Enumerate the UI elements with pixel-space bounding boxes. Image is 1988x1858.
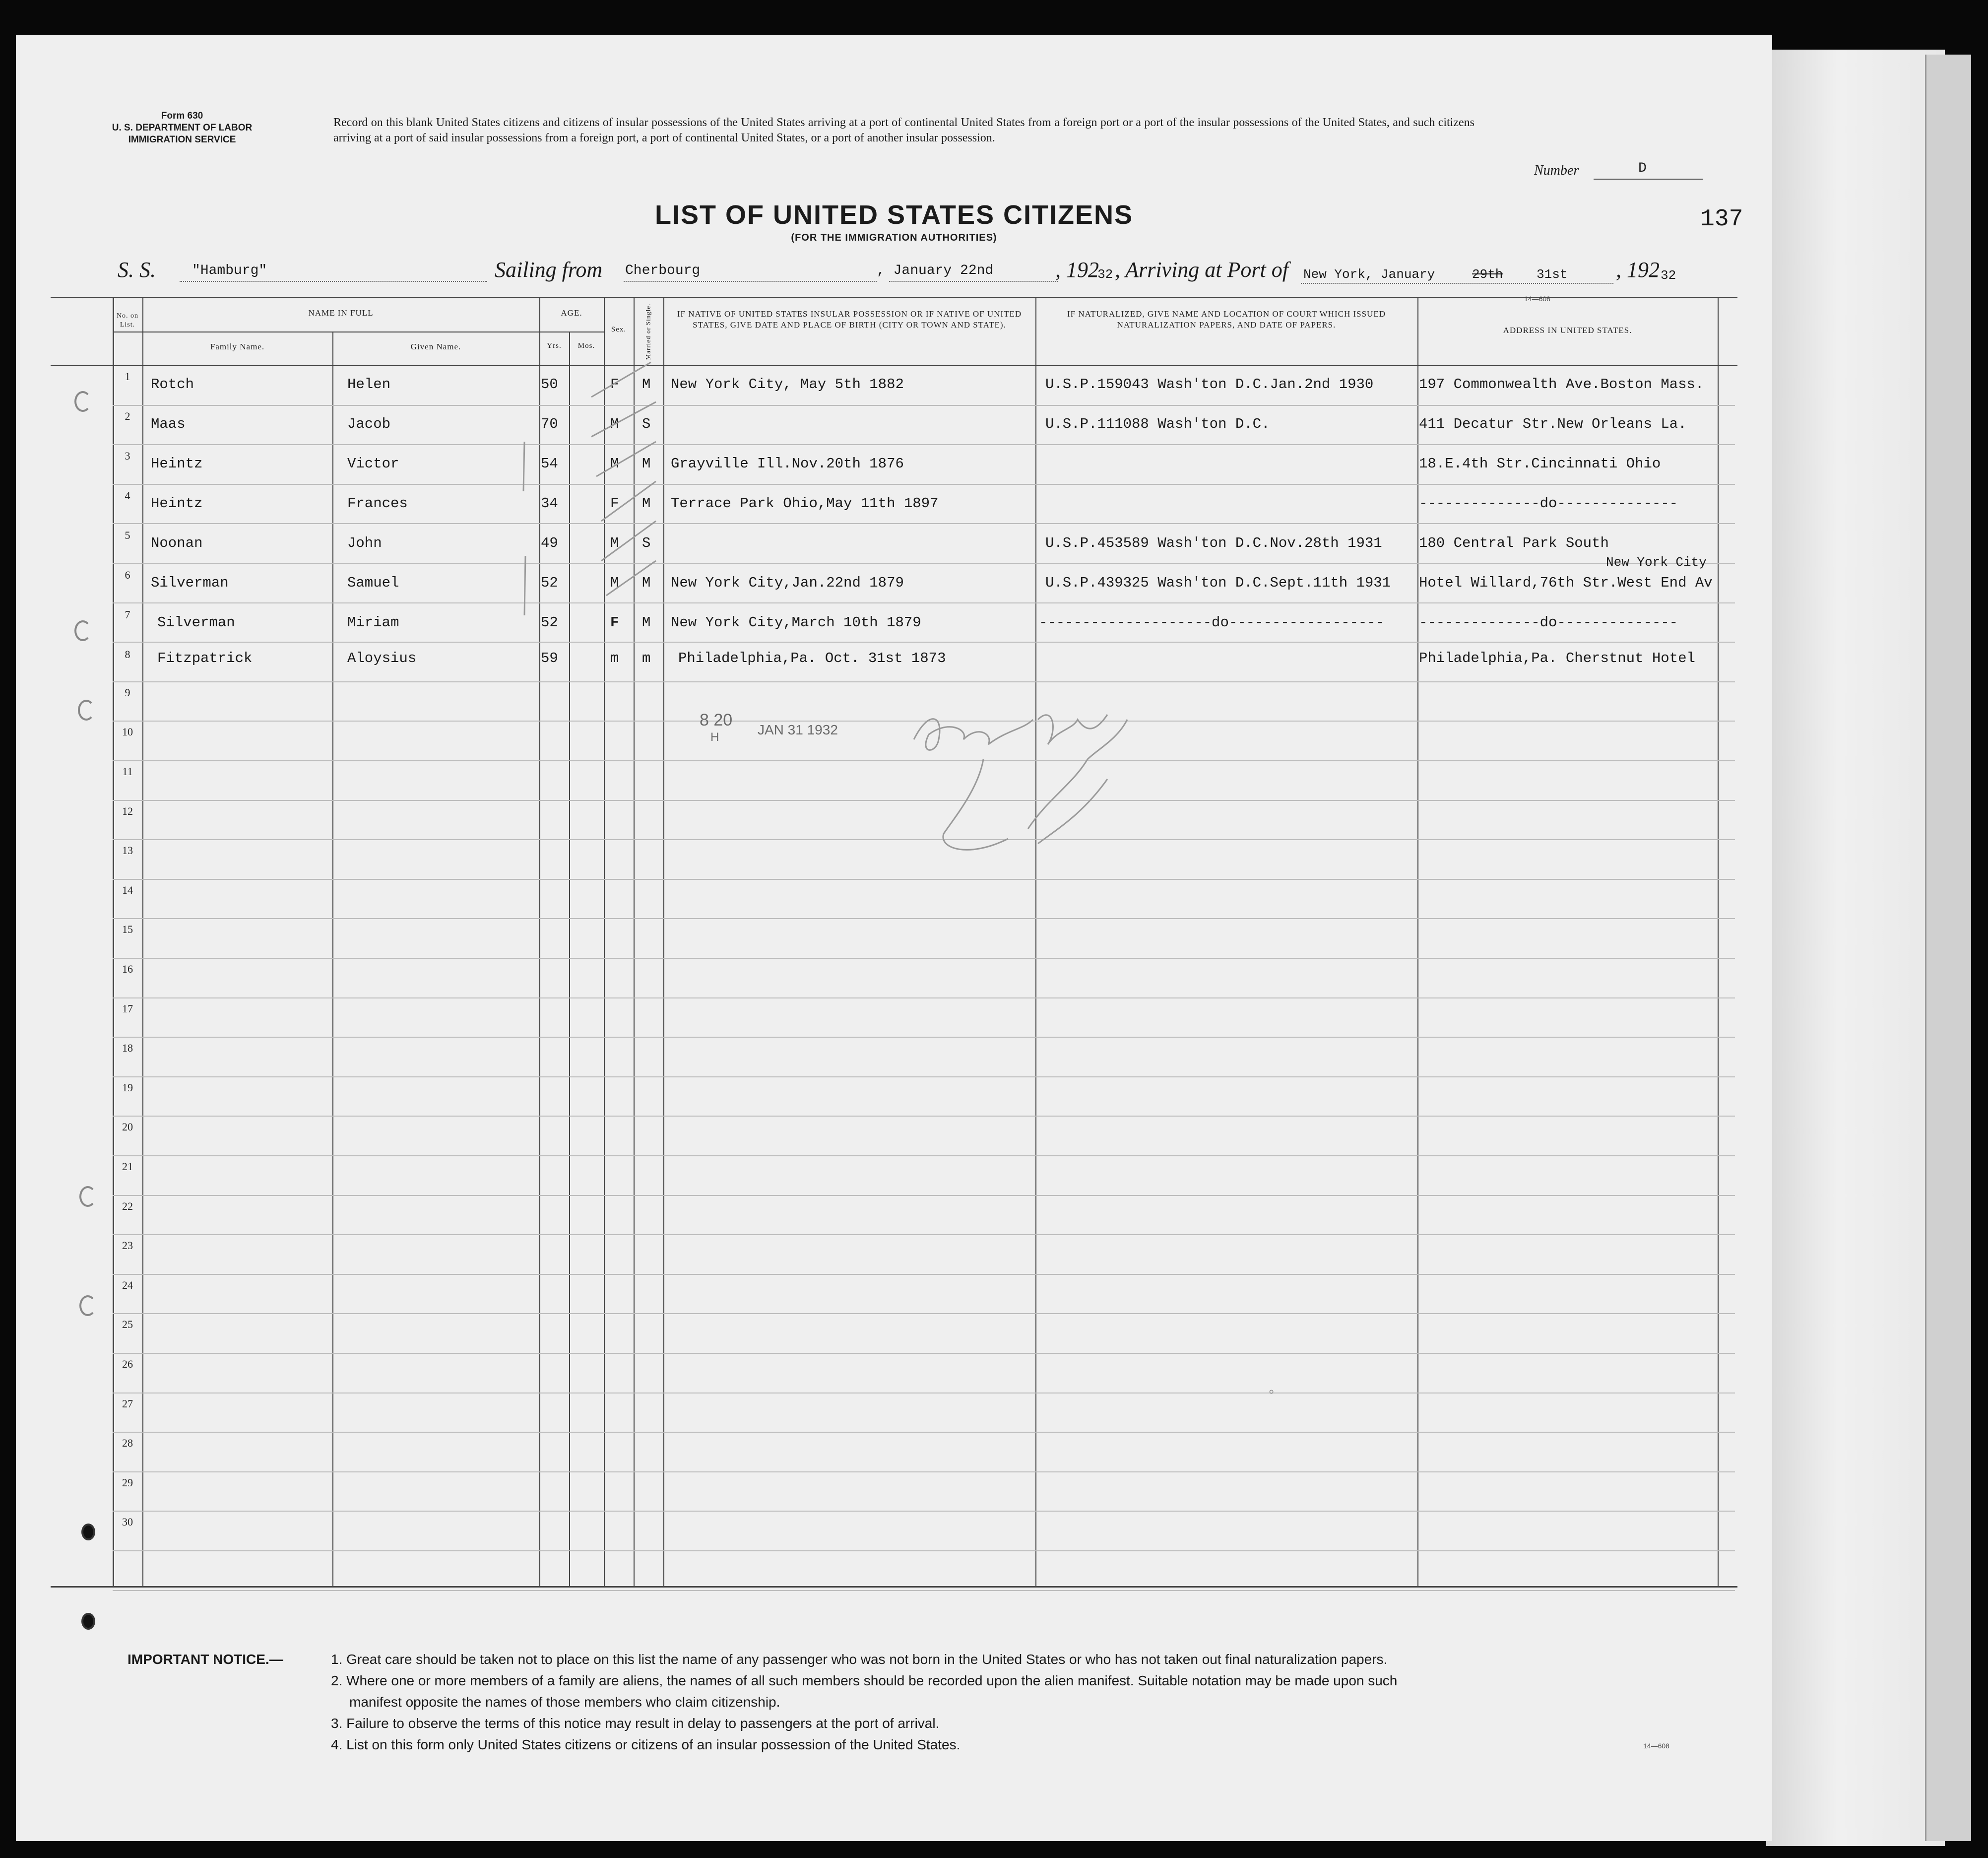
cell-given-name: John: [347, 535, 382, 551]
cell-family-name: Fitzpatrick: [157, 650, 253, 666]
arrival-date: 31st: [1537, 267, 1568, 282]
cell-sex: M: [610, 575, 619, 591]
header-native: IF NATIVE OF UNITED STATES INSULAR POSSESSION OR IF NATIVE OF UNITED STATES, GIVE DATE AND PLACE OF BIRTH (CITY OR TOWN AND STATE).: [677, 309, 1022, 330]
notice-item-2: 2. Where one or more members of a family are aliens, the names of all such members should be recorded upon the alien manifest. Suitable notation may be made upon such: [331, 1673, 1398, 1688]
row-number: 8: [125, 648, 130, 661]
row-rule: [113, 681, 1735, 682]
row-rule: [113, 1313, 1735, 1314]
header-naturalized: IF NATURALIZED, GIVE NAME AND LOCATION OF COURT WHICH ISSUED NATURALIZATION PAPERS, AND DATE OF PAPERS.: [1067, 309, 1386, 330]
row-number: 5: [125, 529, 130, 541]
row-rule: [113, 1590, 1735, 1591]
row-rule: [113, 602, 1735, 603]
cell-age: 34: [541, 495, 558, 512]
cell-family-name: Rotch: [151, 376, 194, 393]
binder-hole: [74, 391, 91, 412]
ship-name: "Hamburg": [192, 263, 267, 278]
cell-address: 180 Central Park South: [1419, 535, 1609, 551]
row-rule: [113, 1550, 1735, 1551]
cell-address: 197 Commonwealth Ave.Boston Mass.: [1419, 376, 1704, 393]
row-rule: [113, 444, 1735, 445]
arrival-port: New York, January: [1303, 267, 1435, 282]
form-code-bottom: 14—608: [1643, 1742, 1669, 1750]
row-rule: [113, 1432, 1735, 1433]
row-number: 29: [122, 1476, 133, 1489]
cell-sex: M: [610, 535, 619, 551]
row-number: 14: [122, 883, 133, 896]
row-rule: [113, 1393, 1735, 1394]
row-number: 15: [122, 923, 133, 936]
cell-family-name: Heintz: [151, 456, 203, 472]
row-rule: [113, 484, 1735, 485]
cell-family-name: Silverman: [157, 614, 235, 631]
sailing-port: Cherbourg: [625, 263, 701, 278]
cell-marital: S: [642, 535, 651, 551]
row-number: 10: [122, 726, 133, 738]
year-1: 32: [1097, 267, 1113, 282]
arriving-label: , Arriving at Port of: [1115, 258, 1288, 282]
row-number: 4: [125, 489, 130, 502]
year-prefix-2: , 192: [1616, 258, 1660, 282]
row-rule: [113, 1274, 1735, 1275]
inspector-signature: [909, 700, 1217, 863]
cell-marital: S: [642, 416, 651, 432]
form-department: U. S. DEPARTMENT OF LABOR: [112, 122, 253, 133]
cell-marital: M: [642, 495, 651, 512]
cell-given-name: Victor: [347, 456, 399, 472]
cell-marital: M: [642, 376, 651, 393]
form-code-top: 14—608: [1524, 295, 1550, 303]
header-bottom-line: [51, 365, 1737, 366]
header-married-single: Married or Single.: [644, 303, 652, 360]
row-number: 1: [125, 370, 130, 383]
row-rule: [113, 1116, 1735, 1117]
cell-address-extra: New York City: [1606, 555, 1707, 570]
header-mos: Mos.: [577, 342, 595, 350]
back-sheet-edge: [1925, 55, 1971, 1841]
ss-label: S. S.: [118, 258, 156, 282]
row-rule: [113, 1234, 1735, 1235]
header-address: ADDRESS IN UNITED STATES.: [1503, 326, 1632, 335]
cell-age: 52: [541, 575, 558, 591]
header-given-name: Given Name.: [410, 342, 461, 351]
row-number: 20: [122, 1121, 133, 1133]
row-number: 25: [122, 1318, 133, 1331]
number-label: Number: [1534, 163, 1579, 178]
row-rule: [113, 1471, 1735, 1472]
row-rule: [113, 918, 1735, 919]
cell-address: Hotel Willard,76th Str.West End Av: [1419, 575, 1713, 591]
year-prefix-1: , 192: [1055, 258, 1099, 282]
row-rule: [113, 1076, 1735, 1077]
cell-address: --------------do--------------: [1419, 614, 1678, 631]
row-rule: [113, 997, 1735, 998]
cell-naturalization: U.S.P.439325 Wash'ton D.C.Sept.11th 1931: [1045, 575, 1391, 591]
cell-given-name: Miriam: [347, 614, 399, 631]
row-number: 9: [125, 686, 130, 699]
sailing-date-blank: [889, 281, 1058, 282]
cell-sex: F: [610, 614, 619, 631]
arrival-blank: [1301, 283, 1613, 284]
row-rule: [113, 1353, 1735, 1354]
cell-birth: New York City,March 10th 1879: [671, 614, 921, 631]
row-number: 28: [122, 1437, 133, 1450]
form-service: IMMIGRATION SERVICE: [128, 134, 236, 145]
row-rule: [113, 1037, 1735, 1038]
cell-address: Philadelphia,Pa. Cherstnut Hotel: [1419, 650, 1695, 666]
binder-hole: [78, 700, 95, 721]
row-number: 2: [125, 410, 130, 422]
cell-naturalization: U.S.P.111088 Wash'ton D.C.: [1045, 416, 1270, 432]
table-bottom-border: [51, 1586, 1737, 1588]
manifest-page: [16, 35, 1772, 1841]
row-number: 6: [125, 569, 130, 581]
page-title: LIST OF UNITED STATES CITIZENS: [655, 200, 1133, 230]
notice-item-1: 1. Great care should be taken not to place on this list the name of any passenger who was not born in the United States or who has not taken out final naturalization papers.: [331, 1652, 1388, 1667]
row-rule: [113, 523, 1735, 524]
cell-sex: M: [610, 456, 619, 472]
cell-sex: M: [610, 416, 619, 432]
cell-birth: New York City,Jan.22nd 1879: [671, 575, 904, 591]
cell-age: 49: [541, 535, 558, 551]
cell-sex: m: [610, 650, 619, 666]
row-number: 17: [122, 1002, 133, 1015]
back-sheet: [1766, 50, 1945, 1846]
notice-item-3: 3. Failure to observe the terms of this notice may result in delay to passengers at the port of arrival.: [331, 1716, 940, 1731]
cell-family-name: Heintz: [151, 495, 203, 512]
binder-hole: [79, 1295, 96, 1316]
ship-blank: [180, 281, 487, 282]
cell-family-name: Silverman: [151, 575, 229, 591]
cell-family-name: Maas: [151, 416, 186, 432]
cell-address: --------------do--------------: [1419, 495, 1678, 512]
row-number: 13: [122, 844, 133, 857]
row-rule: [113, 1195, 1735, 1196]
row-rule: [113, 405, 1735, 406]
header-no-on-list: No. on List.: [116, 312, 139, 329]
row-number: 19: [122, 1081, 133, 1094]
stamp-date: JAN 31 1932: [758, 722, 838, 737]
form-number: Form 630: [161, 111, 203, 121]
binder-hole: [79, 1186, 96, 1207]
binder-hole: [81, 1613, 95, 1630]
row-number: 24: [122, 1278, 133, 1291]
record-instructions: Record on this blank United States citizens and citizens of insular possessions of the United States arriving at a port of continental United States from a foreign port or a port of the insular possessions of the United States, and such citizens arriving at a port of said insular possessions from a foreign port, a port of continental United States, or a port of another insular possession.: [333, 116, 1475, 144]
year-2: 32: [1661, 268, 1676, 283]
stamp-fraction-top: 8 20: [700, 711, 733, 730]
page-subtitle: (FOR THE IMMIGRATION AUTHORITIES): [791, 232, 997, 243]
cell-birth: Grayville Ill.Nov.20th 1876: [671, 456, 904, 472]
binder-hole: [74, 620, 91, 641]
cell-marital: M: [642, 575, 651, 591]
cell-marital: m: [642, 650, 651, 666]
cell-birth: Philadelphia,Pa. Oct. 31st 1873: [678, 650, 946, 666]
number-underline: [1594, 179, 1703, 180]
cell-naturalization: U.S.P.159043 Wash'ton D.C.Jan.2nd 1930: [1045, 376, 1374, 393]
cell-given-name: Helen: [347, 376, 391, 393]
cell-age: 59: [541, 650, 558, 666]
row-rule: [113, 879, 1735, 880]
sailing-date: , January 22nd: [877, 263, 994, 278]
cell-address: 18.E.4th Str.Cincinnati Ohio: [1419, 456, 1661, 472]
form-number-block: [100, 110, 264, 145]
col-divider-given: [332, 332, 333, 1586]
number-value: D: [1638, 161, 1647, 176]
cell-age: 54: [541, 456, 558, 472]
row-rule: [113, 642, 1735, 643]
header-name-in-full: NAME IN FULL: [308, 308, 374, 318]
header-sex: Sex.: [611, 326, 627, 333]
cell-age: 52: [541, 614, 558, 631]
row-rule: [113, 958, 1735, 959]
cell-age: 70: [541, 416, 558, 432]
cell-given-name: Jacob: [347, 416, 391, 432]
cell-sex: F: [610, 376, 619, 393]
table-top-border: [51, 297, 1737, 298]
row-number: 18: [122, 1042, 133, 1055]
cell-given-name: Samuel: [347, 575, 399, 591]
cell-given-name: Aloysius: [347, 650, 417, 666]
cell-birth: New York City, May 5th 1882: [671, 376, 904, 393]
row-number: 11: [122, 765, 133, 778]
row-number: 26: [122, 1358, 133, 1370]
col-divider-mos: [569, 332, 570, 1586]
tally-marks: [581, 357, 666, 615]
notice-item-2-cont: manifest opposite the names of those members who claim citizenship.: [349, 1694, 780, 1710]
sailing-label: Sailing from: [495, 258, 603, 282]
margin-marks: [514, 437, 534, 625]
row-number: 30: [122, 1516, 133, 1528]
row-number: 21: [122, 1160, 133, 1173]
cell-naturalization: U.S.P.453589 Wash'ton D.C.Nov.28th 1931: [1045, 535, 1382, 551]
cell-marital: M: [642, 614, 651, 631]
row-number: 22: [122, 1199, 133, 1212]
notice-label: IMPORTANT NOTICE.—: [128, 1652, 283, 1667]
row-number: 27: [122, 1397, 133, 1410]
row-number: 16: [122, 963, 133, 975]
cell-birth: Terrace Park Ohio,May 11th 1897: [671, 495, 939, 512]
row-number: 23: [122, 1239, 133, 1252]
binder-hole: [81, 1524, 95, 1540]
header-family-name: Family Name.: [210, 342, 265, 351]
cell-sex: F: [610, 495, 619, 512]
notice-item-4: 4. List on this form only United States citizens or citizens of an insular possession of the United States.: [331, 1737, 961, 1752]
cell-address: 411 Decatur Str.New Orleans La.: [1419, 416, 1687, 432]
row-number: 7: [125, 608, 130, 621]
cell-age: 50: [541, 376, 558, 393]
sailing-blank: [624, 281, 877, 282]
header-yrs: Yrs.: [547, 342, 562, 350]
header-age: AGE.: [561, 308, 582, 318]
page-number: 137: [1700, 206, 1743, 233]
row-rule: [113, 1511, 1735, 1512]
stamp-fraction-bottom: H: [710, 730, 719, 744]
faint-mark: °: [1269, 1387, 1275, 1402]
row-rule: [113, 563, 1735, 564]
cell-given-name: Frances: [347, 495, 408, 512]
cell-marital: M: [642, 456, 651, 472]
cell-family-name: Noonan: [151, 535, 203, 551]
row-rule: [113, 1155, 1735, 1156]
arrival-struck-date: 29th: [1472, 267, 1503, 282]
cell-naturalization: --------------------do------------------: [1039, 614, 1385, 631]
row-number: 12: [122, 804, 133, 817]
row-number: 3: [125, 450, 130, 462]
